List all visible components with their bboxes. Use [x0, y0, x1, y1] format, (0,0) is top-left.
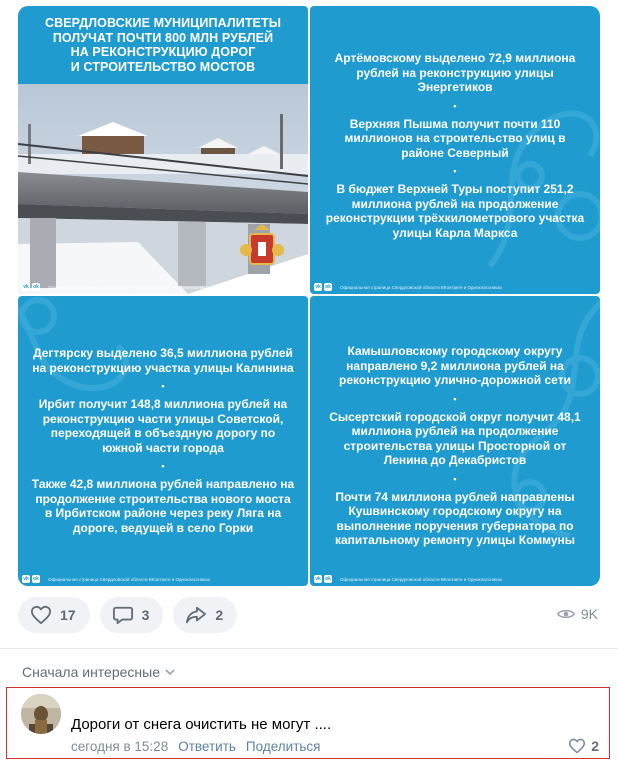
ok-logo-icon: ok [33, 576, 39, 582]
vk-logo-icon: vk [23, 576, 29, 582]
source-caption: Официальная страница Свердловской области ВКонтакте и Одноклассниках [340, 576, 503, 582]
funding-item: Камышловскому городскому округу направлено 9,2 миллиона рублей на реконструкцию улично-дорожной сети [339, 344, 571, 387]
sort-label: Сначала интересные [22, 664, 160, 680]
funding-item: Также 42,8 миллиона рублей направлено на продолжение строительства нового моста в Ирбитском районе через реку Ляга на дороге, ведущей в село Горки [31, 477, 295, 535]
comment-item [6, 687, 610, 759]
image-tile-funding-1[interactable] [310, 6, 600, 294]
bullet-separator: • [453, 473, 457, 484]
like-button[interactable] [18, 597, 90, 633]
source-caption: Официальная страница Свердловской области ВКонтакте и Одноклассниках [48, 284, 211, 290]
image-tile-headline[interactable] [18, 6, 308, 294]
funding-item: Дегтярску выделено 36,5 миллиона рублей на реконструкцию участка улицы Калинина [32, 346, 294, 375]
funding-item: В бюджет Верхней Туры поступит 251,2 миллиона рублей на продолжение реконструкции трёхкилометрового участка улицы Карла Маркса [325, 182, 585, 240]
views-counter [557, 606, 598, 622]
headline-line: И СТРОИТЕЛЬСТВО МОСТОВ [70, 59, 256, 74]
funding-list [322, 344, 588, 548]
comment-icon [112, 605, 134, 625]
funding-item: Сысертский городской округ получит 48,1 миллиона рублей на продолжение строительства улицы Просторной от Ленина до Декабристов [329, 409, 581, 467]
divider [0, 648, 618, 649]
comment-sort-dropdown[interactable] [22, 664, 176, 680]
bullet-separator: • [453, 393, 457, 404]
chevron-down-icon [164, 668, 176, 676]
bullet-separator: • [453, 166, 457, 176]
avatar[interactable] [21, 694, 61, 734]
reply-link[interactable]: Ответить [178, 739, 236, 754]
funding-item: Почти 74 миллиона рублей направлены Кушвинскому городскому округу на выполнение поручения губернатора по капитальному ремонту улицы Коммуны [334, 489, 576, 547]
post-image-grid[interactable] [18, 6, 600, 586]
source-caption: Официальная страница Свердловской области ВКонтакте и Одноклассниках [340, 284, 503, 290]
views-count: 9K [580, 606, 598, 622]
like-count: 17 [60, 607, 76, 623]
source-watermark [22, 575, 210, 583]
image-tile-funding-2[interactable] [18, 296, 308, 586]
image-tile-funding-3[interactable] [310, 296, 600, 586]
comment-button[interactable] [100, 597, 164, 633]
funding-list [30, 346, 296, 535]
share-icon [185, 605, 207, 625]
share-link[interactable]: Поделиться [245, 739, 321, 754]
vk-logo-icon: vk [315, 576, 321, 582]
ok-logo-icon: ok [33, 284, 39, 290]
funding-list [322, 51, 588, 240]
source-watermark [314, 575, 502, 583]
share-count: 2 [215, 607, 224, 623]
source-watermark [22, 283, 210, 291]
funding-item: Артёмовскому выделено 72,9 миллиона рублей на реконструкцию улицы Энергетиков [334, 51, 576, 94]
source-caption: Официальная страница Свердловской области ВКонтакте и Одноклассниках [48, 576, 211, 582]
bullet-separator: • [453, 100, 457, 111]
headline-line: СВЕРДЛОВСКИЕ МУНИЦИПАЛИТЕТЫ [44, 16, 282, 30]
headline-line: НА РЕКОНСТРУКЦИЮ ДОРОГ [70, 45, 256, 59]
funding-item: Ирбит получит 148,8 миллиона рублей на реконструкцию части улицы Советской, переходящей в объездную дорогу по южной части города [38, 397, 288, 455]
share-button[interactable] [173, 597, 237, 633]
comment-text: Дороги от снега очистить не могут .... [71, 716, 332, 733]
source-watermark [314, 283, 502, 291]
comment-meta [71, 739, 320, 754]
vk-logo-icon: vk [315, 284, 321, 290]
eye-icon [557, 608, 575, 620]
heart-icon [568, 738, 586, 754]
comment-timestamp[interactable]: сегодня в 15:28 [71, 739, 169, 754]
headline-line: ПОЛУЧАТ ПОЧТИ 800 МЛН РУБЛЕЙ [52, 30, 274, 45]
ok-logo-icon: ok [325, 284, 331, 290]
ok-logo-icon: ok [325, 576, 331, 582]
post-actions [18, 597, 237, 633]
infographic-headline [26, 16, 300, 74]
comment-like-button[interactable] [568, 738, 599, 754]
funding-item: Верхняя Пышма получит почти 110 миллионов на строительство улиц в районе Северный [344, 116, 566, 160]
comment-like-count: 2 [591, 738, 599, 754]
bridge-photo [18, 84, 308, 294]
comment-count: 3 [141, 607, 150, 623]
heart-icon [30, 605, 52, 625]
bullet-separator: • [161, 461, 165, 471]
bullet-separator: • [161, 381, 165, 391]
vk-logo-icon: vk [23, 284, 29, 290]
